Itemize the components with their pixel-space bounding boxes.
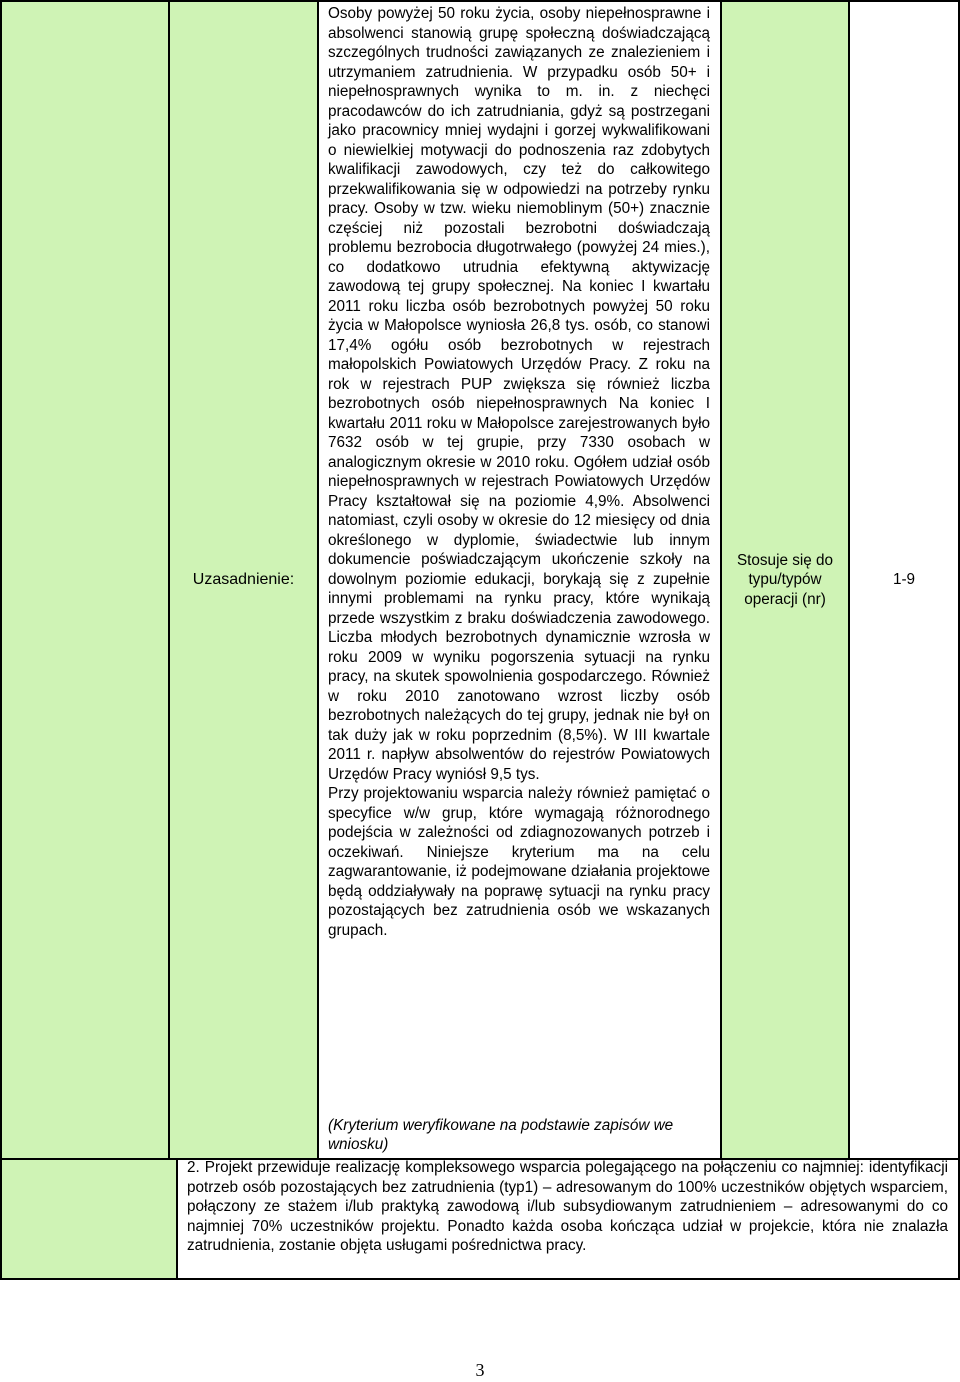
- operation-range-value: 1-9: [892, 571, 916, 588]
- justification-text: [328, 4, 710, 940]
- left-green-margin-cell: [0, 0, 170, 1160]
- justification-label: Uzasadnienie:: [192, 571, 295, 588]
- next-criterion-text: 2. Projekt przewiduje realizację kompleksowego wsparcia polegającego na połączeniu co najmniej: identyfikacji potrzeb osób pozostających bez zatrudnienia (typ1) – adresowanym do 100% uczestników objętych wsparciem, połączony ze stażem i/lub praktyką zawodową i/lub subsydiowanym zatrudnieniem – adresowanymi do co najmniej 70% uczestników projektu. Ponadto każda osoba kończąca udział w projekcie, która nie znalazła zatrudnienia, zostanie objęta usługami pośrednictwa pracy.: [187, 1159, 948, 1254]
- verification-note: (Kryterium weryfikowane na podstawie zapisów we wniosku): [328, 1117, 674, 1153]
- justification-paragraph: Osoby powyżej 50 roku życia, osoby niepełnosprawne i absolwenci stanowią grupę społeczną doświadczającą szczególnych trudności zawiązanych ze znalezieniem i utrzymaniem zatrudnienia. W przypadku osób 50+ i niepełnosprawnych wynika to m. in. z niechęci pracodawców do ich zatrudniania, gdyż są postrzegani jako pracownicy mniej wydajni i gorzej wykwalifikowani o niewielkiej motywacji do podnoszenia raz zdobytych kwalifikacji zawodowych, czy też do całkowitego przekwalifikowania się w odpowiedzi na potrzeby rynku pracy. Osoby w tzw. wieku niemoblinym (50+) znacznie częściej niż pozostali bezrobotni doświadczają problemu bezrobocia długotrwałego (powyżej 24 mies.), co dodatkowo utrudnia efektywną aktywizację zawodową tej grupy społecznej. Na koniec I kwartału 2011 roku liczba osób bezrobotnych powyżej 50 roku życia w Małopolsce wyniosła 26,8 tys. osób, co stanowi 17,4% ogółu osób bezrobotnych w rejestrach małopolskich Powiatowych Urzędów Pracy. Z roku na rok w rejestrach PUP zwiększa się również liczba bezrobotnych osób niepełnosprawnych Na koniec I kwartału 2011 roku w Małopolsce zarejestrowanych było 7632 osób w tej grupie, przy 7330 osobach w analogicznym okresie w 2010 roku. Ogółem udział osób niepełnosprawnych w rejestrach Powiatowych Urzędów Pracy kształtował się na poziomie 4,9%. Absolwenci natomiast, czyli osoby w okresie do 12 miesięcy od dnia określonego w dyplomie, świadectwie lub innym dokumencie poświadczającym ukończenie szkoły na dowolnym poziomie edukacji, borykają się z zupełnie innymi problemami na rynku pracy, które wynikają przede wszystkim z braku doświadczenia zawodowego. Liczba młodych bezrobotnych dynamicznie wzrosła w roku 2009 w wyniku pogorszenia sytuacji na rynku pracy, na skutek spowolnienia gospodarczego. Również w roku 2010 zanotowano wzrost liczby osób bezrobotnych należących do tej grupy, jednak nie był on tak duży jak w roku poprzednim (8,5%). W III kwartale 2011 r. napływ absolwentów do rejestrów Powiatowych Urzędów Pracy wyniósł 9,5 tys.: [328, 5, 710, 783]
- justification-label-cell: [168, 0, 319, 1160]
- applies-to-cell: [720, 0, 850, 1160]
- applies-to-text: Stosuje się do typu/typów operacji (nr): [736, 551, 834, 608]
- left-green-margin-bottom: [0, 1158, 178, 1280]
- operation-range-cell: [848, 0, 960, 1160]
- page-number: 3: [475, 1360, 485, 1380]
- justification-paragraph: Przy projektowaniu wsparcia należy również pamiętać o specyfice w/w grup, które wymagają różnorodnego podejścia w zależności od zdiagnozowanych potrzeb i oczekiwań. Niniejsze kryterium ma na celu zagwarantowanie, iż podejmowane działania projektowe będą oddziaływały na poprawę sytuacji na rynku pracy pozostających bez zatrudnienia osób we wskazanych grupach.: [328, 785, 710, 939]
